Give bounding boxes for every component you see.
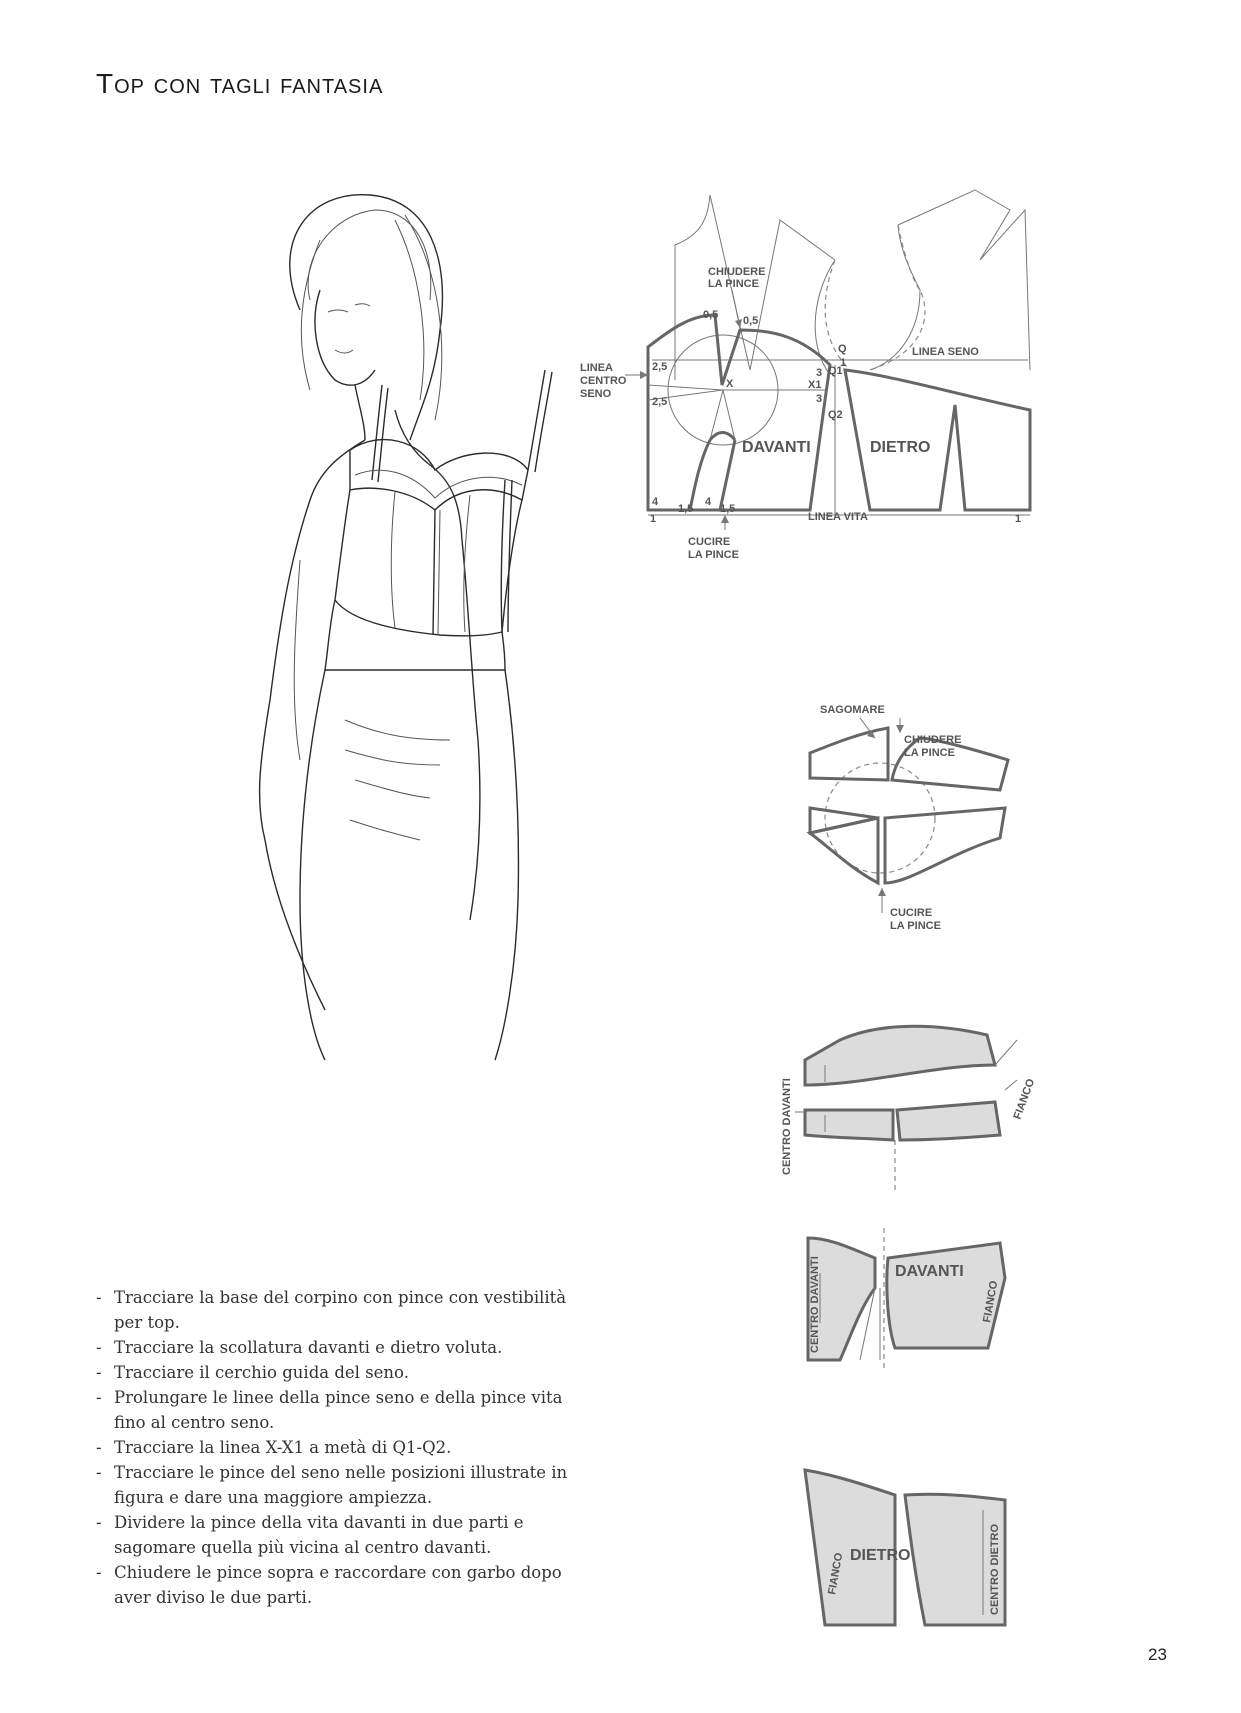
point-q2: Q2 <box>828 409 843 421</box>
label-cucire-1: CUCIRE <box>890 907 933 919</box>
label-chiudere-1: CHIUDERE <box>708 266 766 278</box>
measure-05b: 0,5 <box>743 315 759 327</box>
instructions-list <box>92 1285 592 1610</box>
measure-1b: 1 <box>650 513 657 525</box>
label-cucire-2: LA PINCE <box>688 549 739 561</box>
label-dietro: DIETRO <box>870 439 931 456</box>
point-q1: Q1 <box>828 365 843 377</box>
label-dietro: DIETRO <box>850 1547 911 1564</box>
measure-1a: 1 <box>840 357 847 369</box>
bodice-draft-diagram <box>580 190 1140 620</box>
measure-25b: 2,5 <box>652 396 668 408</box>
label-davanti: DAVANTI <box>895 1263 964 1280</box>
label-cucire-1: CUCIRE <box>688 536 731 548</box>
page-title: Top con tagli fantasia <box>96 68 384 99</box>
instruction-item: - Tracciare il cerchio guida del seno. <box>92 1360 592 1385</box>
instruction-item: - Tracciare la scollatura davanti e dietro voluta. <box>92 1335 592 1360</box>
label-centro-davanti: CENTRO DAVANTI <box>781 1078 793 1175</box>
label-fianco: FIANCO <box>826 1551 846 1596</box>
instruction-item: - Tracciare la base del corpino con pince con vestibilità per top. <box>92 1285 592 1335</box>
label-fianco: FIANCO <box>981 1279 1001 1324</box>
label-linea: LINEA <box>580 362 613 374</box>
panel-pieces-diagram <box>765 1030 1038 1190</box>
instruction-item: - Prolungare le linee della pince seno e della pince vita fino al centro seno. <box>92 1385 592 1435</box>
label-davanti: DAVANTI <box>742 439 811 456</box>
label-sagomare: SAGOMARE <box>820 704 885 716</box>
measure-4a: 4 <box>652 496 659 508</box>
instruction-item: - Tracciare le pince del seno nelle posizioni illustrate in figura e dare una maggiore ampiezza. <box>92 1460 592 1510</box>
instruction-item: - Chiudere le pince sopra e raccordare con garbo dopo aver diviso le due parti. <box>92 1560 592 1610</box>
fashion-illustration <box>150 180 570 1060</box>
instruction-item: - Dividere la pince della vita davanti in due parti e sagomare quella più vicina al centro davanti. <box>92 1510 592 1560</box>
page-number: 23 <box>1148 1645 1167 1664</box>
measure-1c: 1 <box>1015 513 1022 525</box>
label-linea-vita: LINEA VITA <box>808 511 868 523</box>
label-fianco: FIANCO <box>1011 1077 1038 1122</box>
instruction-item: - Tracciare la linea X-X1 a metà di Q1-Q2. <box>92 1435 592 1460</box>
label-chiudere-1: CHIUDERE <box>904 734 962 746</box>
measure-3b: 3 <box>816 393 823 405</box>
front-assembled-diagram <box>800 1228 1020 1368</box>
point-x: X <box>726 378 734 390</box>
dart-pieces-diagram <box>800 704 1020 938</box>
label-centro-dietro: CENTRO DIETRO <box>989 1523 1001 1615</box>
label-linea-seno: LINEA SENO <box>912 346 979 358</box>
point-x1: X1 <box>808 379 822 391</box>
measure-05a: 0,5 <box>703 309 719 321</box>
label-chiudere-2: LA PINCE <box>708 278 759 290</box>
measure-15a: 1,5 <box>678 503 694 515</box>
label-chiudere-2: LA PINCE <box>904 747 955 759</box>
label-cucire-2: LA PINCE <box>890 920 941 932</box>
point-q: Q <box>838 343 847 355</box>
label-centro-davanti: CENTRO DAVANTI <box>809 1256 821 1353</box>
label-seno: SENO <box>580 388 612 400</box>
measure-25a: 2,5 <box>652 361 668 373</box>
measure-15b: 1,5 <box>720 503 736 515</box>
back-assembled-diagram <box>795 1465 1015 1635</box>
label-centro: CENTRO <box>580 375 627 387</box>
measure-3a: 3 <box>816 367 823 379</box>
measure-4b: 4 <box>705 496 712 508</box>
